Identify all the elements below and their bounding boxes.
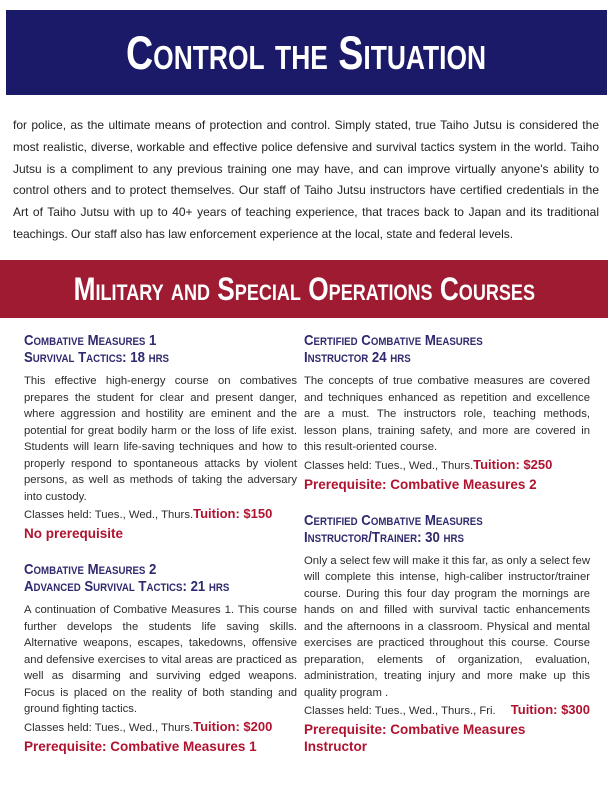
section-title: Military and Special Operations Courses: [73, 270, 535, 307]
course-description: A continuation of Combative Measures 1. This course further develops the students life saving skills. Alternative weapons, escapes, takedowns, offensive and defensive exercises to vital areas are practiced as well as disarming and surviving edged weapons. Focus is placed on the reality of both standing and ground fighting tactics.: [24, 604, 297, 715]
classes-held: Classes held: Tues., Wed., Thurs., Fri.: [304, 705, 496, 717]
left-column: [24, 332, 297, 755]
tuition: Tuition: $300: [510, 702, 590, 717]
prerequisite: Prerequisite: Combative Measures 2: [304, 476, 537, 492]
intro-paragraph: for police, as the ultimate means of protection and control. Simply stated, true Taiho Jutsu is considered the most realistic, diverse, workable and effective police defensive and survival tactics system in the world. Taiho Jutsu is a compliment to any previous training one may have, and can improve virtually anyone's ability to control others and to protect themselves. Our staff of Taiho Jutsu instructors have certified credentials in the Art of Taiho Jutsu with up to 40+ years of teaching experience, that traces back to Japan and its traditional teachings. Our staff also has law enforcement experience at the local, state and federal levels.: [13, 118, 599, 241]
classes-held: Classes held: Tues., Wed., Thurs.: [304, 459, 474, 472]
right-column: [304, 332, 590, 755]
course-heading: [24, 332, 264, 366]
course-heading: [304, 332, 556, 366]
tuition: Tuition: $150: [193, 506, 273, 521]
course-title: Certified Combative Measures: [304, 511, 483, 529]
course-heading: [304, 512, 556, 546]
course-hours: Instructor/Trainer: 30 hrs: [304, 528, 464, 546]
classes-line: [24, 718, 297, 737]
course-description: The concepts of true combative measures are covered and techniques enhanced as repetition and excellence are a must. The instructors role, teaching methods, lesson plans, training safety, and more are covered in this result-oriented course.: [304, 375, 590, 453]
prerequisite: No prerequisite: [24, 526, 124, 541]
classes-line: [304, 701, 590, 720]
course-combative-measures-2: [24, 561, 297, 755]
course-title: Combative Measures 2: [24, 561, 157, 578]
course-title: Combative Measures 1: [24, 332, 157, 349]
prerequisite: Prerequisite: Combative Measures 1: [24, 738, 257, 754]
section-banner: [0, 260, 608, 318]
header-banner: [6, 10, 607, 95]
classes-held: Classes held: Tues., Wed., Thurs.: [24, 721, 194, 734]
course-hours: Advanced Survival Tactics: 21 hrs: [24, 578, 230, 595]
course-title: Certified Combative Measures: [304, 332, 483, 349]
classes-line: [24, 505, 297, 524]
classes-line: [304, 456, 590, 475]
page-title: Control the Situation: [126, 26, 487, 79]
course-hours: Instructor 24 hrs: [304, 349, 411, 366]
classes-held: Classes held: Tues., Wed., Thurs.: [24, 509, 194, 521]
prerequisite: Prerequisite: Combative Measures Instructor: [304, 722, 526, 754]
course-heading: [24, 561, 264, 595]
course-combative-measures-1: [24, 332, 297, 542]
tuition: Tuition: $200: [193, 718, 273, 734]
tuition: Tuition: $250: [473, 456, 553, 472]
course-certified-instructor-trainer: [304, 512, 590, 756]
course-description: Only a select few will make it this far, as only a select few will complete this intense, high-caliber instructor/trainer course. During this four day program the mornings are hands on and filled with survival tactic enhancements and the afternoons in a classroom. Physical and mental exercises are practiced throughout this course. Course preparation, elements of organization, evaluation, administration, treating injury and more make up this quality program .: [304, 554, 590, 699]
course-hours: Survival Tactics: 18 hrs: [24, 349, 170, 366]
course-certified-instructor: [304, 332, 590, 493]
course-description: This effective high-energy course on combatives prepares the student for clear and present danger, where aggression and hostility are eminent and the potential for great bodily harm or the loss of life exist. Students will learn life-saving techniques and how to properly respond to spontaneous attacks by violent persons, as well as methods of taking the adversary into custody.: [24, 375, 297, 503]
